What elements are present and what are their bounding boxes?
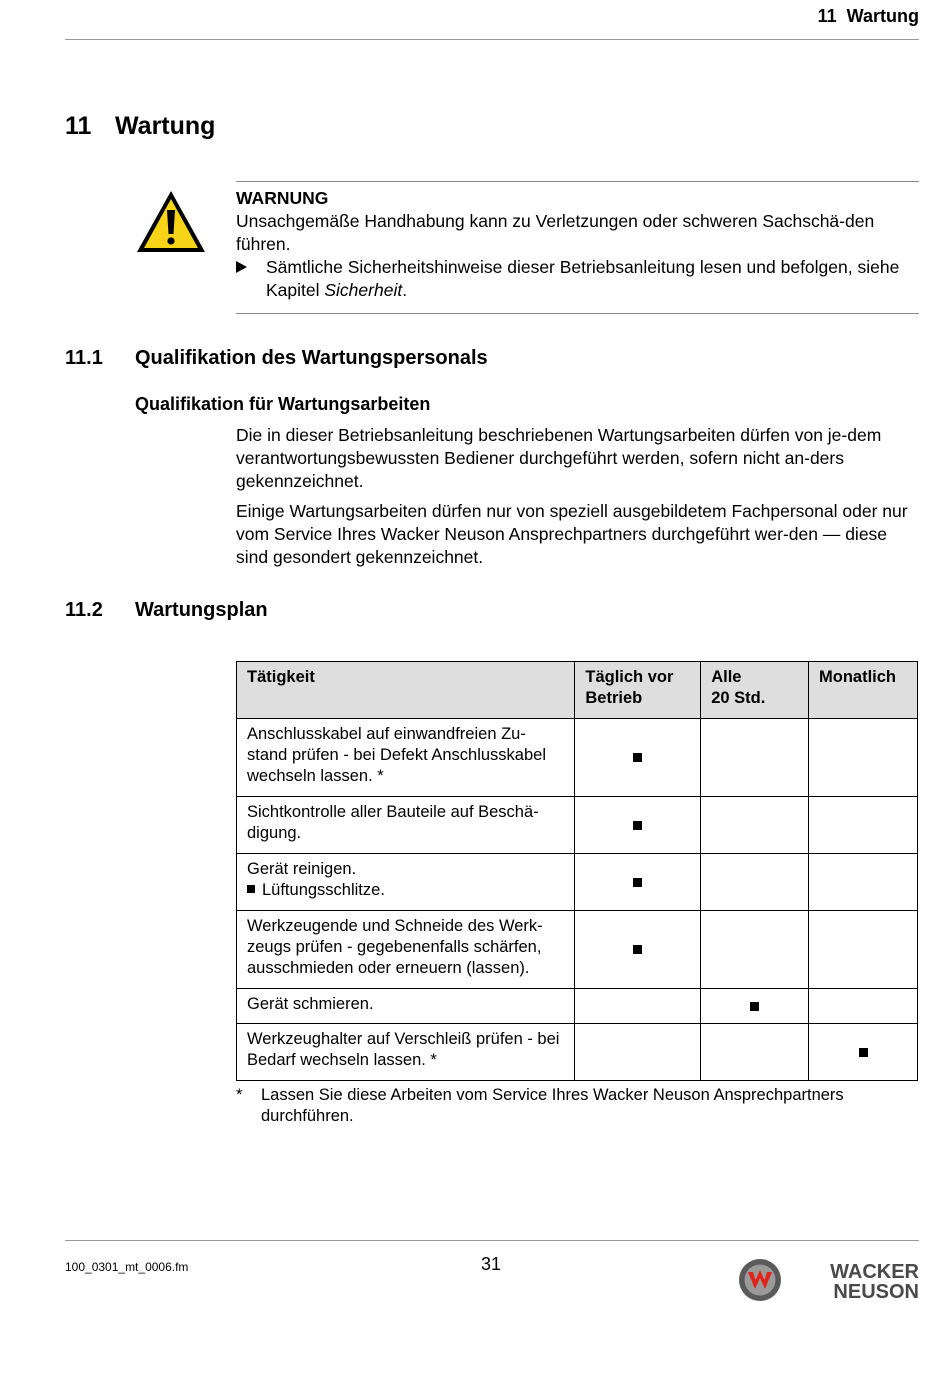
interval-cell [809, 854, 918, 911]
interval-cell [701, 989, 809, 1024]
interval-cell [809, 989, 918, 1024]
interval-cell [701, 854, 809, 911]
task-text: Sichtkontrolle aller Bauteile auf Beschä-digung. [247, 803, 539, 842]
interval-cell [575, 911, 701, 989]
table-row [237, 1024, 918, 1081]
chapter-title: Wartung [115, 112, 216, 140]
interval-cell [809, 719, 918, 797]
maintenance-plan-table [236, 661, 918, 1081]
interval-cell [575, 854, 701, 911]
logo-line-wacker: WACKER [830, 1261, 919, 1283]
task-cell [237, 719, 575, 797]
subheading: Qualifikation für Wartungsarbeiten [135, 394, 431, 414]
interval-cell [701, 1024, 809, 1081]
footer-divider [65, 1240, 919, 1241]
column-header: Alle 20 Std. [701, 662, 809, 719]
paragraph: Einige Wartungsarbeiten dürfen nur von speziell ausgebildetem Fachpersonal oder nur vom Service Ihres Wacker Neuson Ansprechpartners durchgeführt wer-den — diese sind gesondert gekennzeichnet. [236, 501, 908, 567]
logo-line-neuson: NEUSON [833, 1281, 919, 1300]
warning-triangle-icon [134, 188, 208, 256]
task-subitem: Lüftungsschlitze. [262, 881, 385, 899]
table-row [237, 854, 918, 911]
interval-cell [701, 719, 809, 797]
task-text: Gerät reinigen. [247, 860, 357, 878]
section-title: Wartungsplan [135, 599, 268, 621]
interval-marker-icon [633, 878, 642, 887]
triangle-bullet-icon [236, 261, 247, 273]
footnote [236, 1085, 916, 1127]
task-cell [237, 911, 575, 989]
interval-marker-icon [633, 753, 642, 762]
chapter-heading [65, 112, 215, 141]
warning-instruction [236, 256, 920, 302]
chapter-reference: Sicherheit [324, 280, 403, 300]
interval-cell [701, 797, 809, 854]
table-header-row [237, 662, 918, 719]
interval-cell [575, 1024, 701, 1081]
wacker-neuson-logo-icon [738, 1258, 782, 1302]
table-row [237, 989, 918, 1024]
interval-cell [575, 719, 701, 797]
task-cell [237, 797, 575, 854]
footer-filename: 100_0301_mt_0006.fm [65, 1260, 189, 1274]
section-number: 11.2 [65, 599, 103, 621]
task-cell [237, 1024, 575, 1081]
task-text: Werkzeughalter auf Verschleiß prüfen - bei Bedarf wechseln lassen. * [247, 1030, 560, 1069]
interval-marker-icon [633, 945, 642, 954]
interval-cell [575, 989, 701, 1024]
warning-text: Unsachgemäße Handhabung kann zu Verletzungen oder schweren Sachschä-den führen. [236, 211, 875, 254]
wacker-neuson-logo [814, 1260, 920, 1300]
interval-cell [809, 1024, 918, 1081]
section-heading-qualification [65, 347, 488, 370]
column-header: Täglich vor Betrieb [575, 662, 701, 719]
warning-title: WARNUNG [236, 188, 329, 208]
chapter-number: 11 [65, 112, 92, 140]
interval-cell [701, 911, 809, 989]
section-heading-plan [65, 599, 268, 622]
paragraph: Die in dieser Betriebsanleitung beschriebenen Wartungsarbeiten dürfen von je-dem verantwortungsbewussten Bediener durchgeführt werden, sofern nicht an-ders gekennzeichnet. [236, 425, 882, 491]
interval-cell [575, 797, 701, 854]
task-cell [237, 989, 575, 1024]
interval-marker-icon [750, 1002, 759, 1011]
warning-instruction-end: . [402, 280, 408, 300]
interval-cell [809, 797, 918, 854]
square-bullet-icon [247, 885, 255, 893]
warning-instruction-text: Sämtliche Sicherheitshinweise dieser Betriebsanleitung lesen und befolgen, siehe Kapitel [266, 257, 900, 300]
footnote-text: Lassen Sie diese Arbeiten vom Service Ihres Wacker Neuson Ansprechpartners durchführen. [261, 1086, 844, 1125]
task-cell [237, 854, 575, 911]
warning-bottom-rule [236, 313, 919, 314]
table-row [237, 719, 918, 797]
running-header: 11 Wartung [817, 6, 919, 26]
table-row [237, 911, 918, 989]
column-header: Tätigkeit [237, 662, 575, 719]
footnote-marker: * [236, 1086, 243, 1104]
section-title: Qualifikation des Wartungspersonals [135, 347, 488, 369]
warning-block [236, 187, 920, 302]
column-header: Monatlich [809, 662, 918, 719]
table-row [237, 797, 918, 854]
page-number: 31 [481, 1254, 502, 1274]
warning-top-rule [236, 181, 919, 182]
task-text: Anschlusskabel auf einwandfreien Zu-stand prüfen - bei Defekt Anschlusskabel wechseln lassen. * [247, 725, 547, 785]
task-text: Werkzeugende und Schneide des Werk-zeugs prüfen - gegebenenfalls schärfen, ausschmieden oder erneuern (lassen). [247, 917, 543, 977]
interval-cell [809, 911, 918, 989]
header-divider [65, 39, 919, 40]
task-text: Gerät schmieren. [247, 995, 374, 1013]
section-number: 11.1 [65, 347, 103, 369]
interval-marker-icon [633, 821, 642, 830]
interval-marker-icon [859, 1048, 868, 1057]
